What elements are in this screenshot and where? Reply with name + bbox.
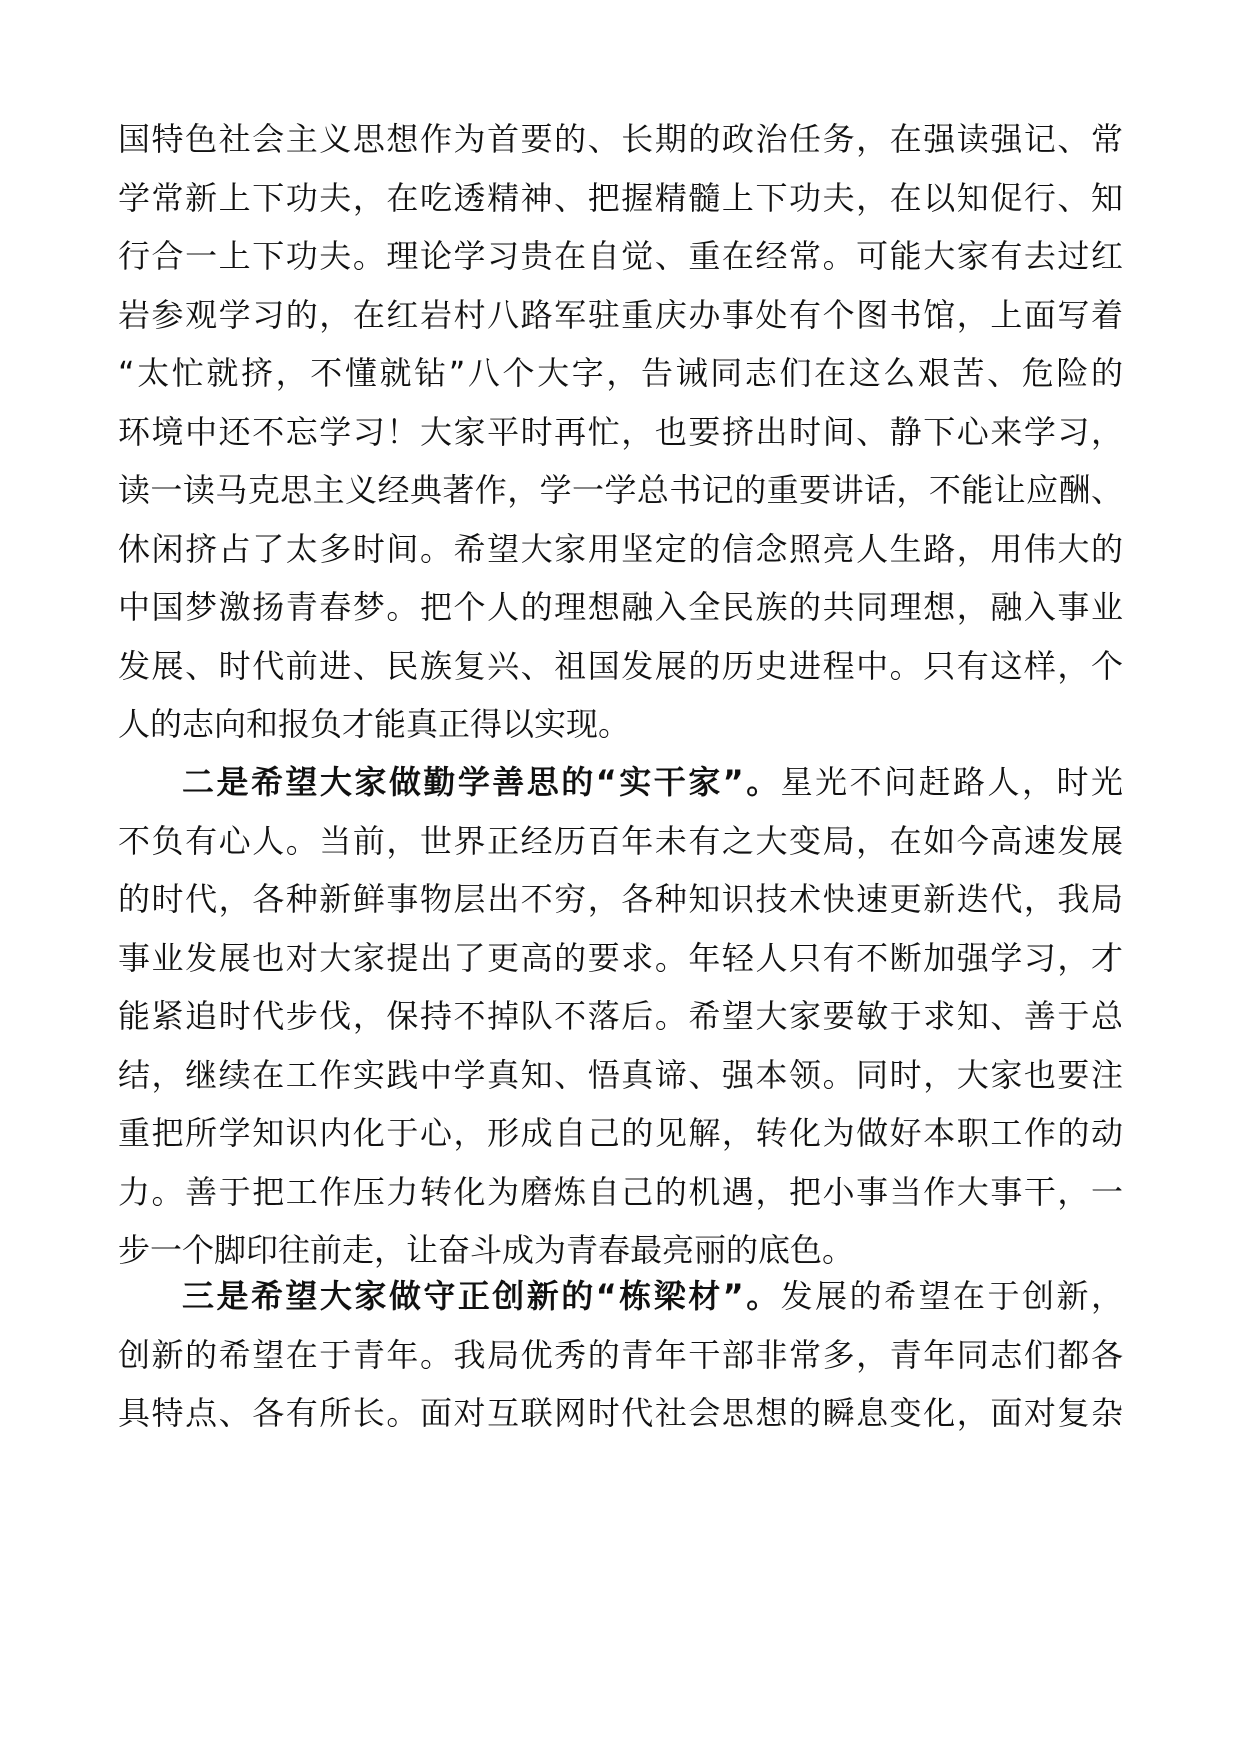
paragraph-line: 能紧追时代步伐，保持不掉队不落后。希望大家要敏于求知、善于总 — [118, 997, 1123, 1035]
paragraph-line: 结，继续在工作实践中学真知、悟真谛、强本领。同时，大家也要注 — [118, 1055, 1123, 1094]
paragraph-line: 具特点、各有所长。面对互联网时代社会思想的瞬息变化，面对复杂 — [118, 1394, 1123, 1432]
paragraph-lead-heading: 三是希望大家做守正创新的“栋梁材”。 — [182, 1277, 781, 1315]
paragraph-2 — [118, 753, 1123, 1280]
paragraph-3 — [118, 1267, 1123, 1443]
paragraph-line: 人的志向和报负才能真正得以实现。 — [118, 705, 631, 743]
paragraph-line: 事业发展也对大家提出了更高的要求。年轻人只有不断加强学习，才 — [118, 938, 1123, 977]
paragraph-line: 读一读马克思主义经典著作，学一学总书记的重要讲话，不能让应酬、 — [118, 471, 1123, 509]
paragraph-1 — [118, 110, 1123, 754]
paragraph-line: “太忙就挤，不懂就钻”八个大字，告诫同志们在这么艰苦、危险的 — [118, 354, 1123, 392]
paragraph-line: 发展、时代前进、民族复兴、祖国发展的历史进程中。只有这样，个 — [118, 646, 1123, 685]
paragraph-line: 的时代，各种新鲜事物层出不穷，各种知识技术快速更新迭代，我局 — [118, 880, 1123, 918]
paragraph-first-line — [118, 753, 1123, 812]
paragraph-line: 中国梦激扬青春梦。把个人的理想融入全民族的共同理想，融入事业 — [118, 588, 1123, 626]
paragraph-first-line-text: 星光不问赶路人，时光 — [780, 763, 1123, 801]
paragraph-line: 力。善于把工作压力转化为磨炼自己的机遇，把小事当作大事干，一 — [118, 1172, 1123, 1211]
paragraph-lead-heading: 二是希望大家做勤学善思的“实干家”。 — [182, 763, 781, 801]
paragraph-line: 国特色社会主义思想作为首要的、长期的政治任务，在强读强记、常 — [118, 120, 1123, 158]
paragraph-line: 步一个脚印往前走，让奋斗成为青春最亮丽的底色。 — [118, 1231, 855, 1269]
paragraph-line: 行合一上下功夫。理论学习贵在自觉、重在经常。可能大家有去过红 — [118, 237, 1123, 275]
paragraph-line: 岩参观学习的，在红岩村八路军驻重庆办事处有个图书馆，上面写着 — [118, 295, 1123, 334]
paragraph-line: 创新的希望在于青年。我局优秀的青年干部非常多，青年同志们都各 — [118, 1335, 1123, 1374]
paragraph-line: 休闲挤占了太多时间。希望大家用坚定的信念照亮人生路，用伟大的 — [118, 529, 1123, 568]
paragraph-line: 不负有心人。当前，世界正经历百年未有之大变局，在如今高速发展 — [118, 821, 1123, 860]
paragraph-line: 环境中还不忘学习！大家平时再忙，也要挤出时间、静下心来学习， — [118, 412, 1123, 451]
paragraph-line: 学常新上下功夫，在吃透精神、把握精髓上下功夫，在以知促行、知 — [118, 178, 1123, 217]
paragraph-first-line-text: 发展的希望在于创新， — [780, 1277, 1123, 1315]
paragraph-first-line — [118, 1267, 1123, 1326]
paragraph-line: 重把所学知识内化于心，形成自己的见解，转化为做好本职工作的动 — [118, 1114, 1123, 1152]
